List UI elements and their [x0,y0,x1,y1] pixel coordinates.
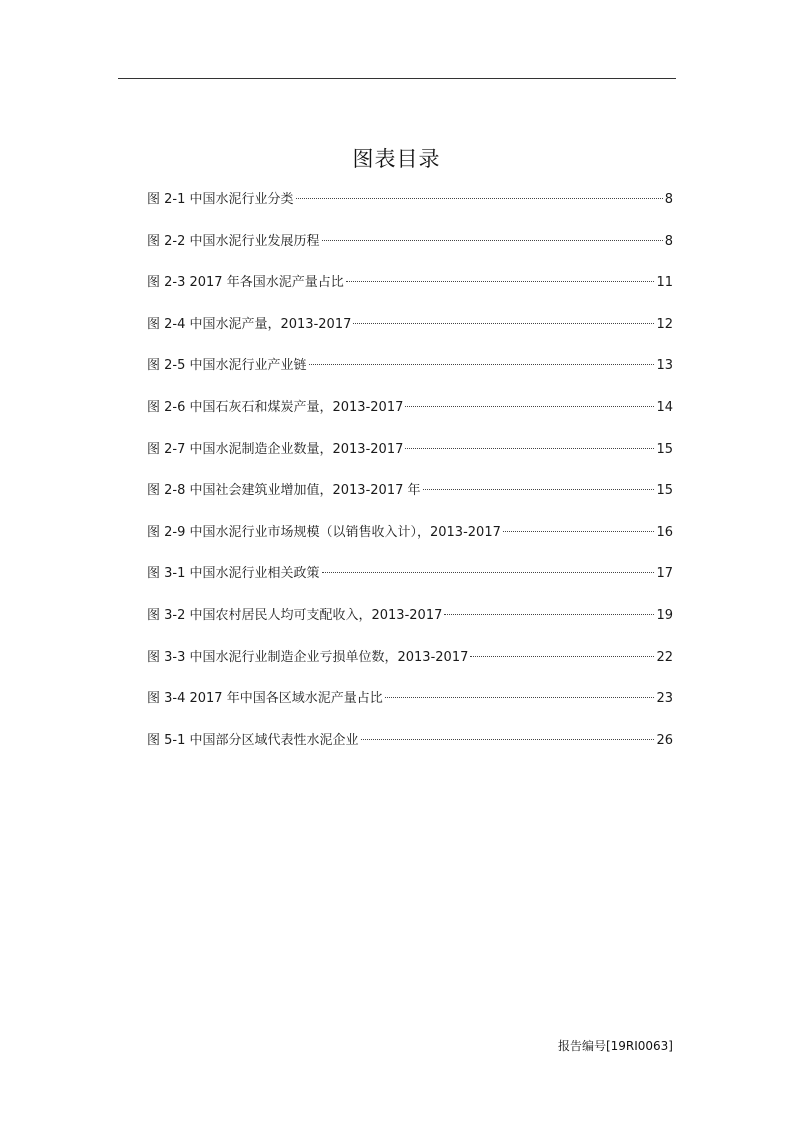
toc-leader-dots [361,739,655,740]
toc-entry[interactable] [147,188,673,230]
report-code: 报告编号[19RI0063] [557,1039,673,1053]
toc-entry-page: 13 [656,358,673,374]
toc-entry-page: 15 [656,483,673,499]
toc-entry[interactable] [147,313,673,355]
toc-entry[interactable] [147,354,673,396]
toc-entry-label: 图 2-2 中国水泥行业发展历程 [147,233,320,249]
toc-leader-dots [309,364,655,365]
toc-entry-page: 26 [656,732,673,748]
toc-leader-dots [405,448,654,449]
toc-entry-label: 图 5-1 中国部分区域代表性水泥企业 [147,732,359,748]
toc-entry-label: 图 3-1 中国水泥行业相关政策 [147,566,320,582]
toc-entry-page: 11 [656,275,673,291]
toc-entry[interactable] [147,230,673,272]
toc-entry-page: 12 [656,316,673,332]
toc-entry-label: 图 3-3 中国水泥行业制造企业亏损单位数，2013-2017 [147,649,469,665]
toc-leader-dots [444,614,654,615]
toc-entry[interactable] [147,438,673,480]
toc-leader-dots [322,240,663,241]
toc-entry[interactable] [147,271,673,313]
toc-entry[interactable] [147,396,673,438]
toc-entry[interactable] [147,521,673,563]
toc-leader-dots [353,323,654,324]
toc-entry-page: 15 [656,441,673,457]
toc-entry[interactable] [147,604,673,646]
toc-leader-dots [322,572,655,573]
toc-entry-page: 14 [656,399,673,415]
toc-leader-dots [470,656,654,657]
toc-entry-page: 8 [664,192,673,207]
toc-entry-page: 23 [656,691,673,707]
toc-entry-page: 17 [656,566,673,582]
toc-entry-label: 图 2-7 中国水泥制造企业数量，2013-2017 [147,441,404,457]
toc-leader-dots [296,198,663,199]
toc-leader-dots [503,531,655,532]
toc-leader-dots [423,489,655,490]
toc-title: 图表目录 [352,147,441,171]
toc-entry-label: 图 3-4 2017 年中国各区域水泥产量占比 [147,691,383,707]
toc-list [147,188,673,770]
toc-entry[interactable] [147,687,673,729]
toc-entry-label: 图 2-6 中国石灰石和煤炭产量，2013-2017 [147,399,404,415]
toc-entry-label: 图 2-8 中国社会建筑业增加值，2013-2017 年 [147,483,421,499]
toc-leader-dots [405,406,654,407]
toc-entry-page: 16 [656,524,673,540]
toc-leader-dots [346,281,655,282]
toc-entry[interactable] [147,562,673,604]
toc-entry-label: 图 3-2 中国农村居民人均可支配收入，2013-2017 [147,607,443,623]
toc-entry[interactable] [147,479,673,521]
toc-entry-label: 图 2-9 中国水泥行业市场规模（以销售收入计），2013-2017 [147,524,501,540]
toc-leader-dots [385,697,655,698]
toc-entry-label: 图 2-4 中国水泥产量，2013-2017 [147,316,352,332]
toc-entry[interactable] [147,729,673,771]
toc-entry-page: 8 [664,233,673,249]
toc-entry-page: 19 [656,607,673,623]
toc-entry-label: 图 2-1 中国水泥行业分类 [147,192,294,207]
header-rule [118,78,676,79]
toc-entry-page: 22 [656,649,673,665]
toc-entry-label: 图 2-3 2017 年各国水泥产量占比 [147,275,344,291]
toc-entry[interactable] [147,646,673,688]
toc-entry-label: 图 2-5 中国水泥行业产业链 [147,358,307,374]
